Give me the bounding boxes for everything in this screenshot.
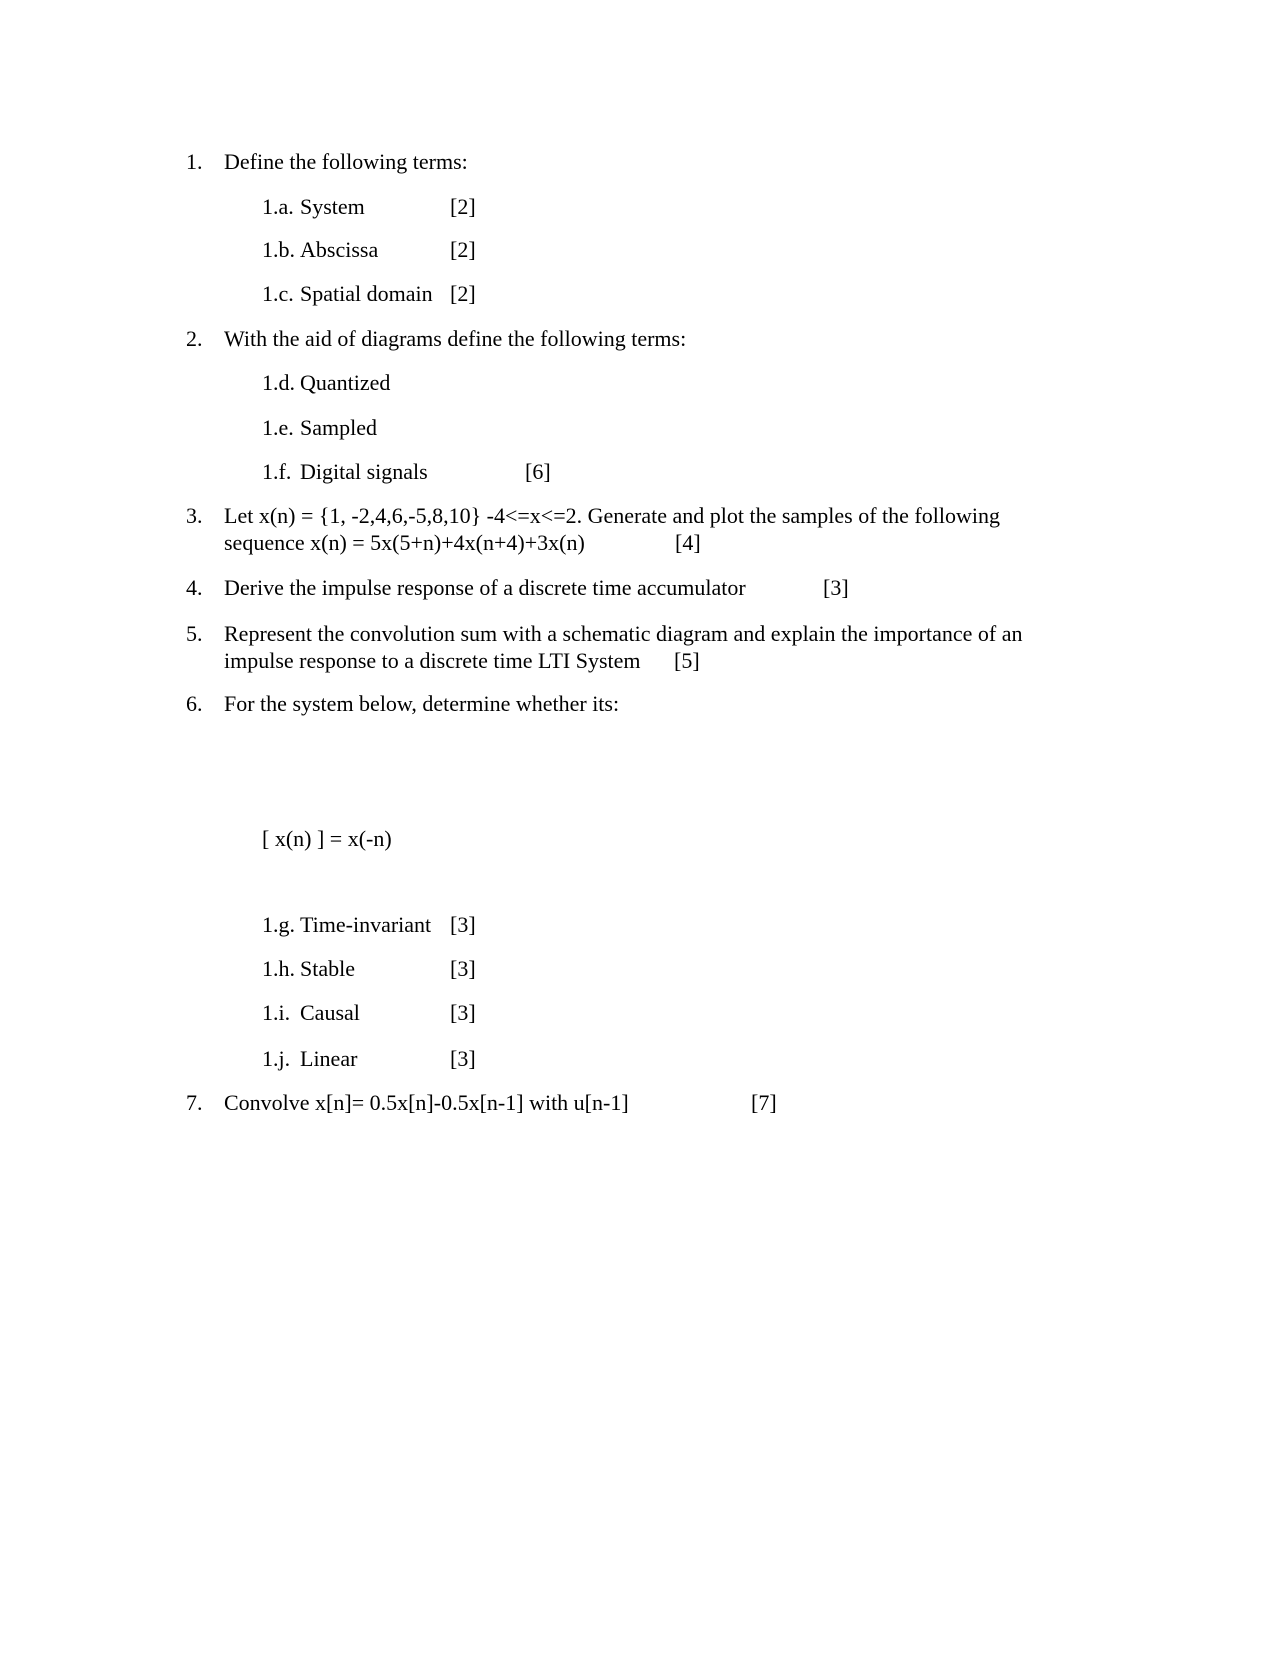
sub-item-label: System: [300, 194, 365, 219]
sub-item-mark: [2]: [450, 237, 476, 262]
sub-item-number: 1.f.: [262, 459, 292, 484]
question-5: [186, 620, 1086, 676]
question-number: 1.: [186, 149, 203, 174]
sub-item-mark: [3]: [450, 912, 476, 937]
question-number: 6.: [186, 691, 203, 716]
question-number: 2.: [186, 326, 203, 351]
sub-item-label: Time-invariant: [300, 912, 432, 937]
question-number: 4.: [186, 575, 203, 600]
question-text-line-2: impulse response to a discrete time LTI System: [224, 648, 641, 673]
sub-item-label: Stable: [300, 956, 355, 981]
question-mark: [4]: [675, 530, 701, 555]
sub-item-mark: [3]: [450, 1046, 476, 1071]
sub-item-number: 1.h.: [262, 956, 295, 981]
question-text: With the aid of diagrams define the following terms:: [224, 326, 687, 351]
sub-item-label: Abscissa: [300, 237, 379, 262]
sub-item-number: 1.e.: [262, 415, 294, 440]
sub-item-mark: [6]: [525, 459, 551, 484]
sub-item-label: Linear: [300, 1046, 358, 1071]
question-text: Derive the impulse response of a discrete time accumulator: [224, 575, 746, 600]
sub-item-label: Quantized: [300, 370, 391, 395]
sub-item-number: 1.g.: [262, 912, 295, 937]
question-mark: [3]: [823, 575, 849, 600]
question-text-line-1: Represent the convolution sum with a schematic diagram and explain the importance of an: [224, 621, 1023, 646]
sub-item-label: Digital signals: [300, 459, 428, 484]
question-text: Convolve x[n]= 0.5x[n]-0.5x[n-1] with u[n-1]: [224, 1090, 629, 1115]
sub-item-label: Causal: [300, 1000, 360, 1025]
sub-item-number: 1.b.: [262, 237, 295, 262]
sub-item-number: 1.a.: [262, 194, 294, 219]
question-text-line-1: Let x(n) = {1, -2,4,6,-5,8,10} -4<=x<=2. Generate and plot the samples of the following: [224, 503, 1000, 528]
question-text-line-2: sequence x(n) = 5x(5+n)+4x(n+4)+3x(n): [224, 530, 585, 555]
sub-item-label: Sampled: [300, 415, 377, 440]
sub-item-mark: [3]: [450, 1000, 476, 1025]
question-number: 7.: [186, 1090, 203, 1115]
sub-item-number: 1.j.: [262, 1046, 291, 1071]
question-mark: [5]: [674, 648, 700, 673]
question-number: 5.: [186, 621, 203, 646]
sub-item-mark: [2]: [450, 194, 476, 219]
sub-item-number: 1.d.: [262, 370, 295, 395]
sub-item-number: 1.c.: [262, 281, 294, 306]
sub-item-mark: [2]: [450, 281, 476, 306]
sub-item-label: Spatial domain: [300, 281, 433, 306]
sub-item-mark: [3]: [450, 956, 476, 981]
question-number: 3.: [186, 503, 203, 528]
question-3: [186, 502, 1086, 558]
question-text: For the system below, determine whether its:: [224, 691, 620, 716]
question-text: Define the following terms:: [224, 149, 468, 174]
sub-item-number: 1.i.: [262, 1000, 291, 1025]
system-formula: [ x(n) ] = x(-n): [262, 826, 392, 851]
question-mark: [7]: [751, 1090, 777, 1115]
